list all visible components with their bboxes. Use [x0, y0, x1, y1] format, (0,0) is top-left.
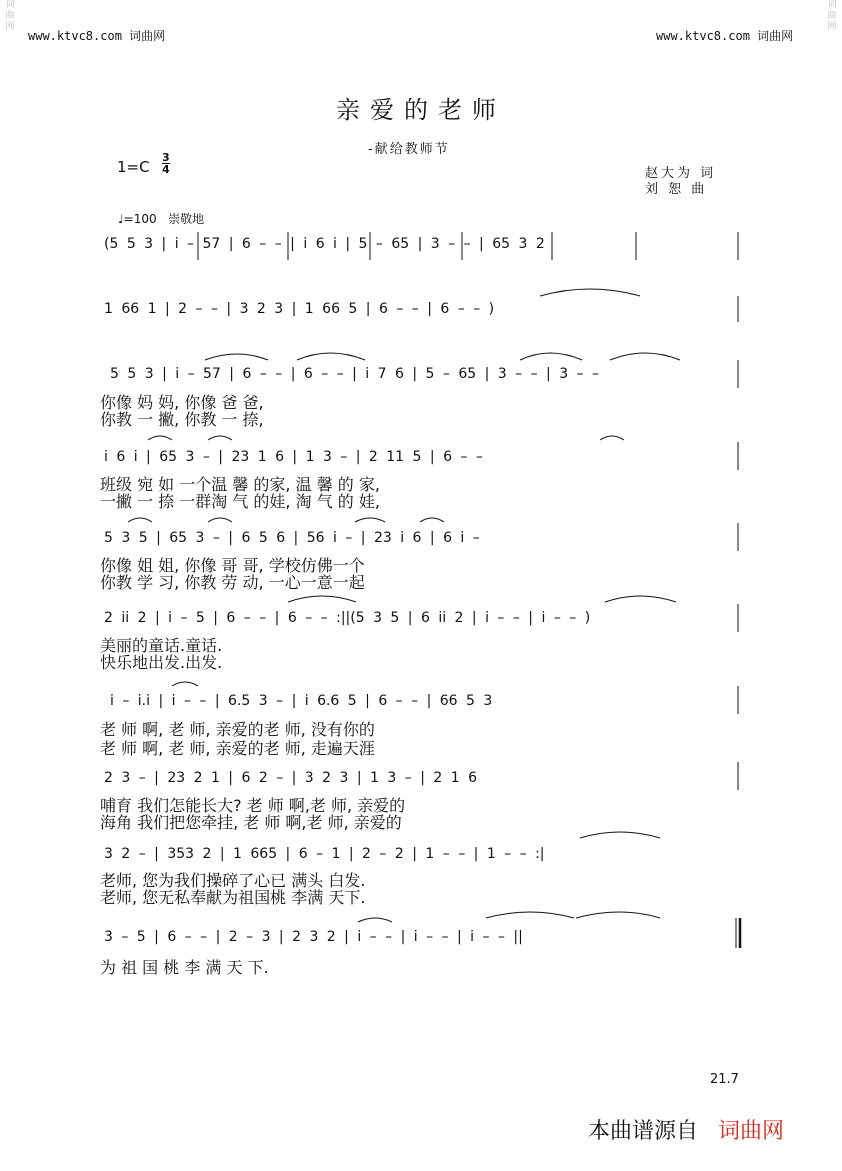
lyric-line-6a: 美丽的童话.童话.: [100, 636, 223, 655]
lyric-line-10: 为 祖 国 桃 李 满 天 下.: [100, 958, 269, 977]
score-line-7: i – i.i | i – – | 6.5 3 – | i 6.6 5 | 6 – – | 66 5 3: [110, 693, 493, 709]
lyric-line-4b: 一撇 一 捺 一群淘 气 的娃, 淘 气 的 娃,: [100, 492, 380, 511]
lyric-line-9a: 老师, 您为我们操碎了心已 满头 白发.: [100, 871, 366, 890]
key-signature: 1=C: [117, 158, 150, 176]
source-brand[interactable]: 词曲网: [718, 1119, 785, 1144]
page-reference: 21.7: [710, 1072, 739, 1087]
lyric-line-6b: 快乐地出发.出发.: [100, 653, 223, 672]
score-line-5: 5 3 5 | 65 3 – | 6 5 6 | 56 i – | 23 i 6 | 6 i –: [104, 530, 480, 546]
composer-credit: 刘 恕 曲: [645, 182, 708, 197]
score-line-10: 3 – 5 | 6 – – | 2 – 3 | 2 3 2 | i – – | i – – | i – – ||: [104, 929, 523, 945]
score-line-3: 5 5 3 | i – 57 | 6 – – | 6 – – | i 7 6 | 5 – 65 | 3 – – | 3 – –: [110, 366, 600, 382]
lyricist-credit: 赵大为 词: [645, 166, 717, 181]
tempo-marking: ♩=100 崇敬地: [118, 212, 205, 226]
score-line-8: 2 3 – | 23 2 1 | 6 2 – | 3 2 3 | 1 3 – | 2 1 6: [104, 770, 478, 786]
score-line-2: 1 66 1 | 2 – – | 3 2 3 | 1 66 5 | 6 – – | 6 – – ): [104, 301, 495, 317]
lyric-line-5a: 你像 姐 姐, 你像 哥 哥, 学校仿佛一个: [100, 556, 365, 575]
lyric-line-5b: 你教 学 习, 你教 劳 动, 一心一意一起: [100, 573, 365, 592]
lyric-line-4a: 班级 宛 如 一个温 馨 的家, 温 馨 的 家,: [100, 475, 380, 494]
lyric-line-3a: 你像 妈 妈, 你像 爸 爸,: [100, 393, 264, 412]
song-subtitle: -献给教师节: [368, 142, 450, 157]
site-url-right: www.ktvc8.com 词曲网: [656, 29, 794, 43]
lyric-line-7a: 老 师 啊, 老 师, 亲爱的老 师, 没有你的: [100, 720, 375, 739]
time-signature: $\frac{3}{4}$: [162, 151, 170, 176]
lyric-line-7b: 老 师 啊, 老 师, 亲爱的老 师, 走遍天涯: [100, 739, 375, 758]
score-line-6: 2 ii 2 | i – 5 | 6 – – | 6 – – :||(5 3 5 | 6 ii 2 | i – – | i – – ): [104, 610, 591, 626]
lyric-line-9b: 老师, 您无私奉献为祖国桃 李满 天下.: [100, 888, 366, 907]
lyric-line-8a: 哺育 我们怎能长大? 老 师 啊,老 师, 亲爱的: [100, 796, 406, 815]
song-title: 亲爱的老师: [336, 96, 506, 124]
source-credit: [588, 1114, 784, 1145]
source-label: 本曲谱源自: [588, 1119, 699, 1144]
watermark-strip-left: 词 曲 网: [5, 0, 15, 32]
lyric-line-8b: 海角 我们把您牵挂, 老 师 啊,老 师, 亲爱的: [100, 813, 402, 832]
lyric-line-3b: 你教 一 撇, 你教 一 捺,: [100, 410, 264, 429]
score-line-9: 3 2 – | 353 2 | 1 665 | 6 – 1 | 2 – 2 | 1 – – | 1 – – :|: [104, 846, 545, 862]
score-line-1: (5 5 3 | i – 57 | 6 – – | i 6 i | 5 – 65 | 3 – – | 65 3 2: [104, 236, 545, 252]
site-url-left: www.ktvc8.com 词曲网: [28, 29, 166, 43]
score-line-4: i 6 i | 65 3 – | 23 1 6 | 1 3 – | 2 11 5 | 6 – –: [104, 449, 483, 465]
watermark-strip-right: 词 曲 网: [827, 0, 837, 32]
